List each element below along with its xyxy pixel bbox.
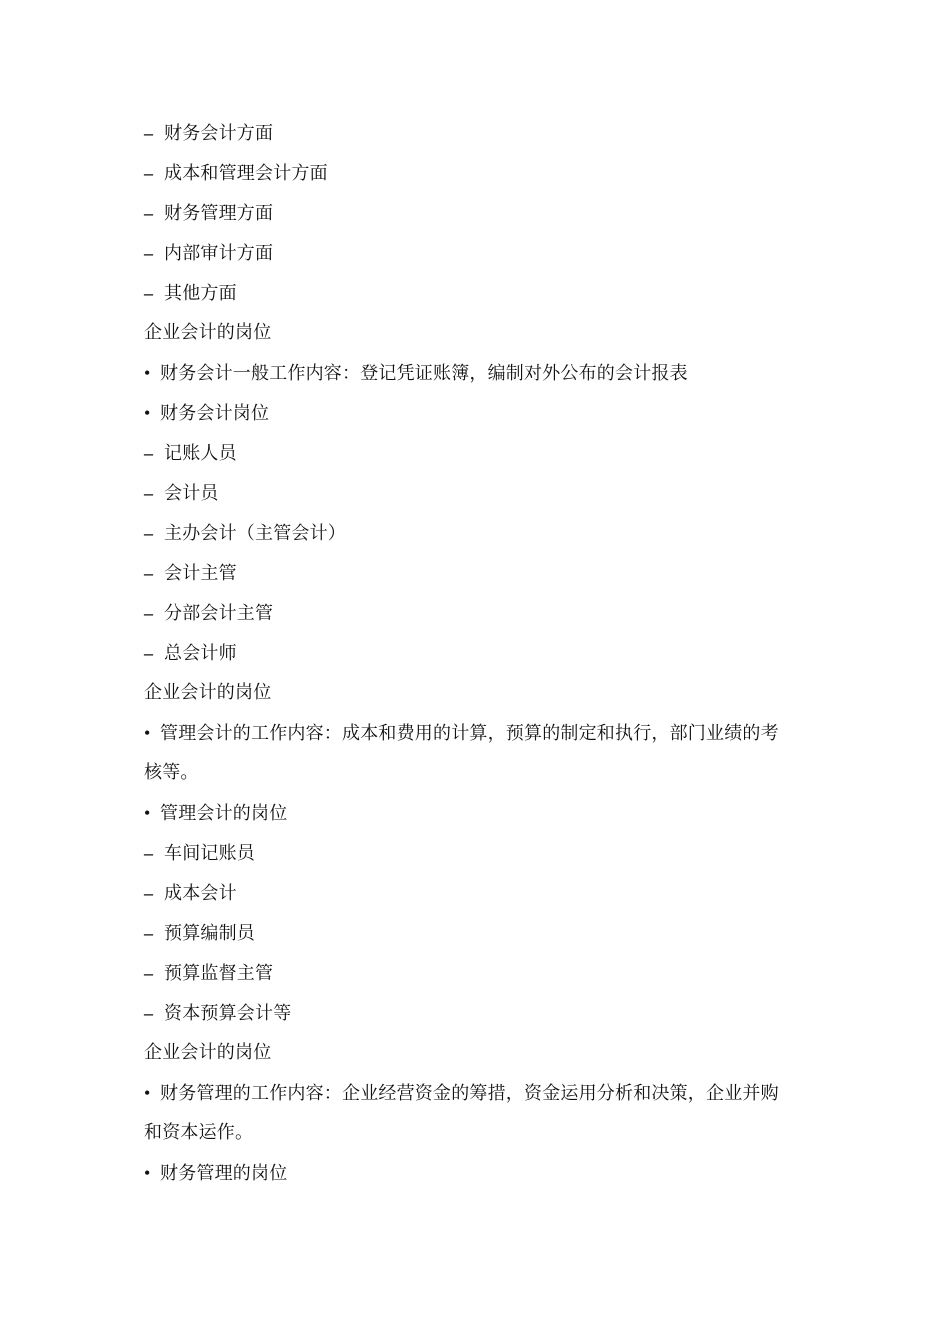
section-heading: 企业会计的岗位 — [144, 322, 272, 343]
list-item: – 财务会计方面 — [144, 113, 814, 153]
list-item: – 预算监督主管 — [144, 953, 814, 993]
bullet-item: • 管理会计的岗位 — [144, 793, 814, 833]
list-item: – 资本预算会计等 — [144, 993, 814, 1033]
list-item: – 成本和管理会计方面 — [144, 153, 814, 193]
list-item: – 财务管理方面 — [144, 193, 814, 233]
bullet-continuation: 和资本运作。 — [144, 1122, 254, 1143]
list-item: – 车间记账员 — [144, 833, 814, 873]
list-item: – 预算编制员 — [144, 913, 814, 953]
list-item: – 内部审计方面 — [144, 233, 814, 273]
bullet-continuation: 核等。 — [144, 762, 199, 783]
list-item: – 成本会计 — [144, 873, 814, 913]
section-heading: 企业会计的岗位 — [144, 682, 272, 703]
list-item: – 会计员 — [144, 473, 814, 513]
section-heading: 企业会计的岗位 — [144, 1042, 272, 1063]
bullet-item: • 财务管理的工作内容：企业经营资金的筹措，资金运用分析和决策，企业并购 — [144, 1073, 814, 1113]
bullet-item: • 管理会计的工作内容：成本和费用的计算，预算的制定和执行，部门业绩的考 — [144, 713, 814, 753]
list-item: – 总会计师 — [144, 633, 814, 673]
list-item: – 会计主管 — [144, 553, 814, 593]
bullet-item: • 财务管理的岗位 — [144, 1153, 814, 1193]
list-item: – 其他方面 — [144, 273, 814, 313]
document-body — [144, 113, 814, 1193]
list-item: – 记账人员 — [144, 433, 814, 473]
bullet-item: • 财务会计一般工作内容：登记凭证账簿，编制对外公布的会计报表 — [144, 353, 814, 393]
list-item: – 主办会计（主管会计） — [144, 513, 814, 553]
list-item: – 分部会计主管 — [144, 593, 814, 633]
bullet-item: • 财务会计岗位 — [144, 393, 814, 433]
